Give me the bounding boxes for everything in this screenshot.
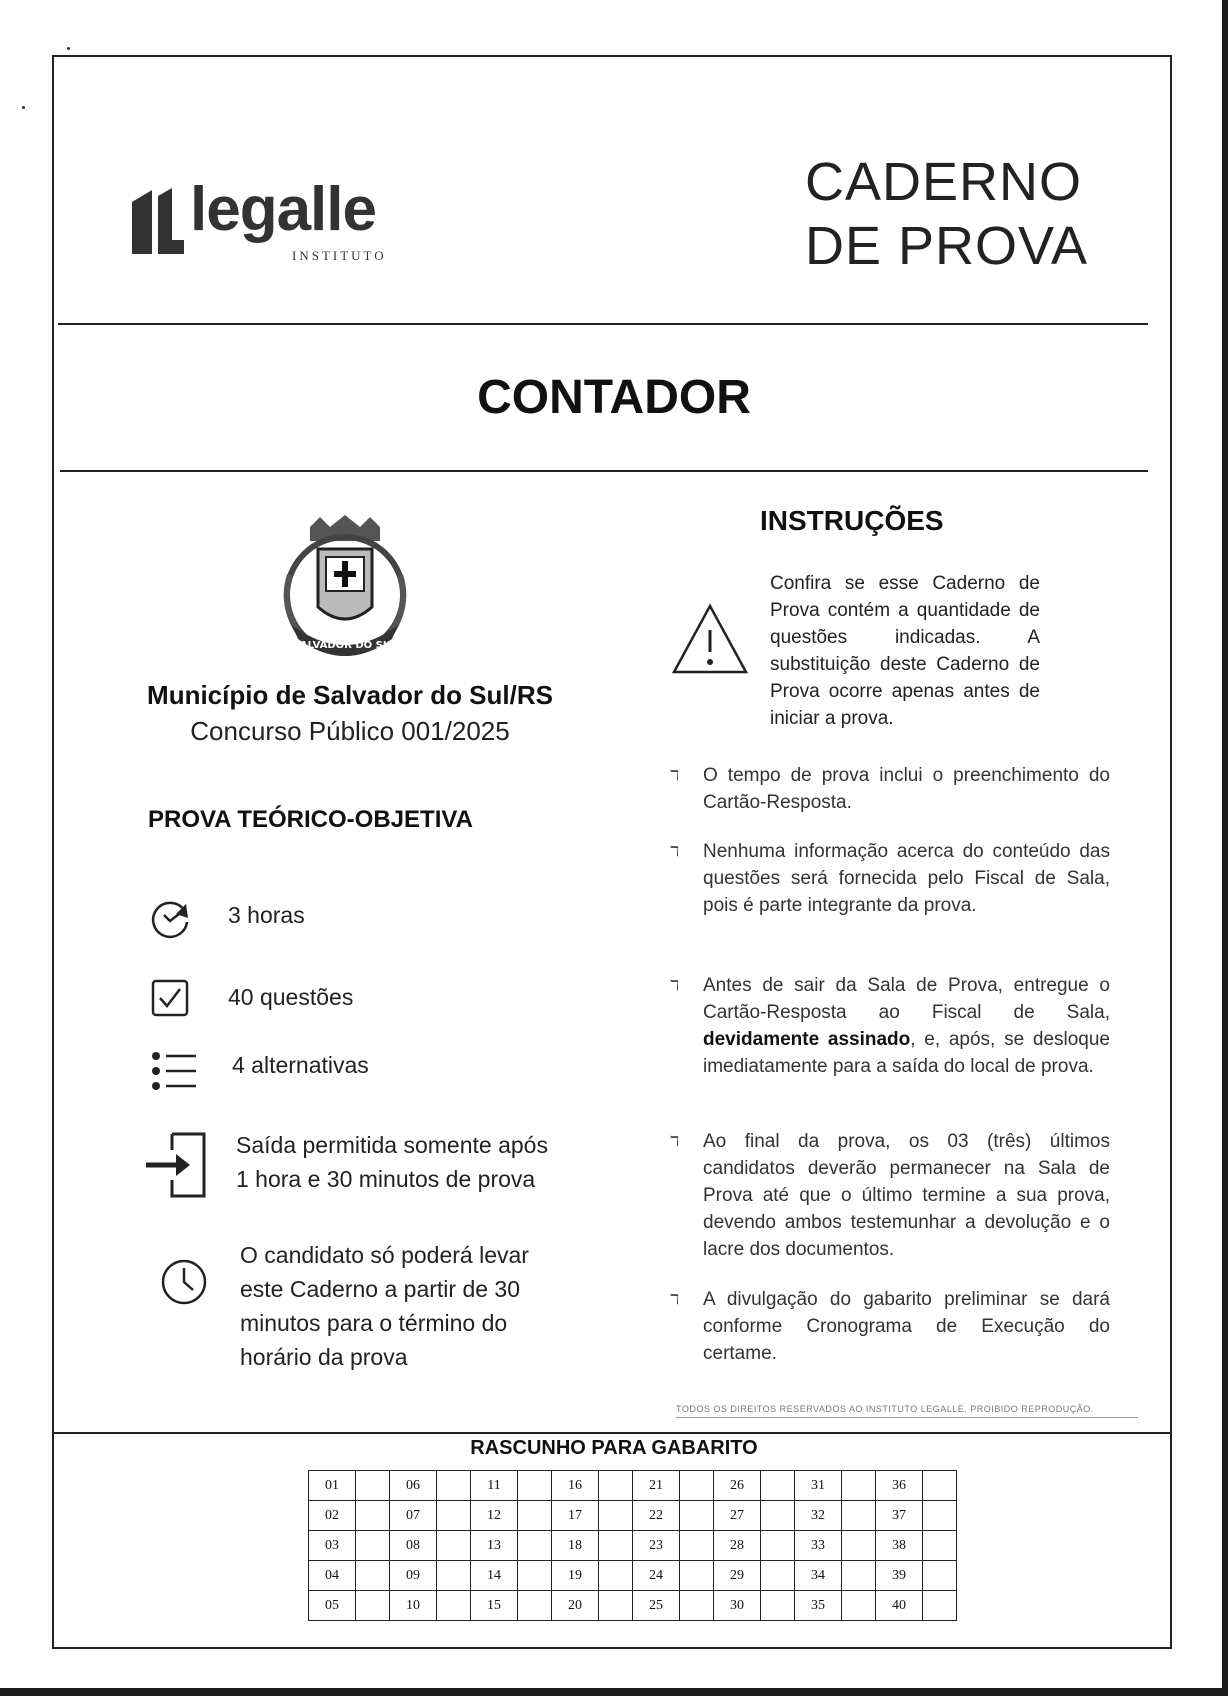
scan-speck (67, 47, 70, 50)
legalle-logo (128, 170, 428, 270)
question-number: 29 (714, 1561, 761, 1591)
answer-cell[interactable] (842, 1561, 876, 1591)
question-number: 40 (876, 1591, 923, 1621)
question-number: 37 (876, 1501, 923, 1531)
question-number: 17 (552, 1501, 599, 1531)
answer-cell[interactable] (680, 1501, 714, 1531)
bullet-icon: ℸ (670, 1291, 680, 1307)
exam-type: PROVA TEÓRICO-OBJETIVA (148, 806, 473, 833)
answer-cell[interactable] (437, 1561, 471, 1591)
coat-of-arms-icon (270, 515, 420, 665)
instruction-item-1 (670, 762, 1110, 816)
answer-cell[interactable] (923, 1531, 957, 1561)
role-title: CONTADOR (477, 371, 751, 424)
question-number: 35 (795, 1591, 842, 1621)
answer-cell[interactable] (761, 1591, 795, 1621)
info-take-line-4: horário da prova (240, 1344, 408, 1370)
question-number: 03 (309, 1531, 356, 1561)
question-number: 15 (471, 1591, 518, 1621)
answer-cell[interactable] (599, 1591, 633, 1621)
question-number: 11 (471, 1471, 518, 1501)
info-questions-text: 40 questões (228, 984, 354, 1010)
answer-cell[interactable] (842, 1471, 876, 1501)
question-number: 05 (309, 1591, 356, 1621)
logo-wordmark: legalle (190, 175, 376, 244)
question-number: 14 (471, 1561, 518, 1591)
clock-arrow-icon (150, 898, 192, 940)
info-exit-line-1: Saída permitida somente após (236, 1132, 548, 1158)
checkbox-icon (150, 978, 192, 1020)
rights-notice: TODOS OS DIREITOS RESERVADOS AO INSTITUTO LEGALLE. PROIBIDO REPRODUÇÃO. (676, 1404, 1094, 1414)
instruction-text-5: A divulgação do gabarito preliminar se dará conforme Cronograma de Execução do certame. (703, 1289, 1110, 1364)
answer-cell[interactable] (842, 1531, 876, 1561)
question-number: 23 (633, 1531, 680, 1561)
list-icon (150, 1050, 198, 1092)
answer-grid (308, 1470, 957, 1621)
question-number: 26 (714, 1471, 761, 1501)
municipality-name: Município de Salvador do Sul/RS (147, 680, 553, 710)
info-take-line-2: este Caderno a partir de 30 (240, 1276, 521, 1302)
answer-cell[interactable] (518, 1561, 552, 1591)
question-number: 34 (795, 1561, 842, 1591)
question-number: 20 (552, 1591, 599, 1621)
answer-cell[interactable] (842, 1591, 876, 1621)
warning-text: Confira se esse Caderno de Prova contém a quantidade de questões indicadas. A substituição deste Caderno de Prova ocorre apenas antes de iniciar a prova. (770, 573, 1040, 729)
info-exit-time (150, 1128, 610, 1200)
question-number: 04 (309, 1561, 356, 1591)
bullet-icon: ℸ (670, 1133, 680, 1149)
info-exit-line-2: 1 hora e 30 minutos de prova (236, 1166, 536, 1192)
question-number: 13 (471, 1531, 518, 1561)
info-duration-text: 3 horas (228, 902, 305, 928)
instruction-item-3 (670, 972, 1110, 1080)
answer-grid-row (309, 1591, 957, 1621)
scan-edge-bottom (0, 1688, 1228, 1696)
answer-cell[interactable] (356, 1561, 390, 1591)
question-number: 07 (390, 1501, 437, 1531)
document-title (805, 150, 1088, 278)
contest-name: Concurso Público 001/2025 (190, 716, 510, 746)
instructions-title: INSTRUÇÕES (760, 505, 944, 536)
answer-cell[interactable] (518, 1501, 552, 1531)
answer-cell[interactable] (680, 1531, 714, 1561)
question-number: 18 (552, 1531, 599, 1561)
divider-title (60, 470, 1148, 472)
question-number: 08 (390, 1531, 437, 1561)
title-line-2: DE PROVA (805, 216, 1089, 276)
info-alternatives-text: 4 alternativas (232, 1052, 369, 1078)
divider-footer (54, 1432, 1172, 1434)
instruction-item-5 (670, 1286, 1110, 1367)
question-number: 16 (552, 1471, 599, 1501)
legalle-logo-icon (128, 182, 188, 262)
answer-cell[interactable] (437, 1591, 471, 1621)
answer-cell[interactable] (356, 1501, 390, 1531)
answer-cell[interactable] (437, 1501, 471, 1531)
answer-cell[interactable] (761, 1561, 795, 1591)
answer-cell[interactable] (437, 1531, 471, 1561)
answer-grid-title: RASCUNHO PARA GABARITO (470, 1437, 758, 1459)
answer-cell[interactable] (680, 1591, 714, 1621)
answer-cell[interactable] (518, 1471, 552, 1501)
instruction-text-2: Nenhuma informação acerca do conteúdo das questões será fornecida pelo Fiscal de Sala, pois é parte integrante da prova. (703, 841, 1110, 916)
answer-cell[interactable] (923, 1591, 957, 1621)
instruction-text-4: Ao final da prova, os 03 (três) últimos candidatos deverão permanecer na Sala de Prova até que o último termine a sua prova, devendo ambos testemunhar a devolução e o lacre dos documentos. (703, 1131, 1110, 1260)
bullet-icon: ℸ (670, 767, 680, 783)
answer-cell[interactable] (761, 1531, 795, 1561)
info-take-line-3: minutos para o término do (240, 1310, 508, 1336)
answer-cell[interactable] (842, 1501, 876, 1531)
answer-cell[interactable] (680, 1561, 714, 1591)
question-number: 32 (795, 1501, 842, 1531)
answer-cell[interactable] (518, 1531, 552, 1561)
question-number: 28 (714, 1531, 761, 1561)
bullet-icon: ℸ (670, 977, 680, 993)
instruction-text-3-end: , e, após, se desloque imediatamente para a saída do local de prova. (703, 1029, 1110, 1077)
question-number: 31 (795, 1471, 842, 1501)
question-number: 39 (876, 1561, 923, 1591)
answer-cell[interactable] (437, 1471, 471, 1501)
info-alternatives (150, 1048, 610, 1090)
answer-cell[interactable] (923, 1561, 957, 1591)
answer-grid-row (309, 1531, 957, 1561)
question-number: 36 (876, 1471, 923, 1501)
info-take-text (240, 1238, 580, 1374)
question-number: 24 (633, 1561, 680, 1591)
answer-cell[interactable] (680, 1471, 714, 1501)
question-number: 01 (309, 1471, 356, 1501)
question-number: 12 (471, 1501, 518, 1531)
question-number: 25 (633, 1591, 680, 1621)
answer-grid-row (309, 1471, 957, 1501)
instruction-item-2 (670, 838, 1110, 919)
question-number: 10 (390, 1591, 437, 1621)
answer-cell[interactable] (923, 1501, 957, 1531)
warning-icon (670, 600, 750, 680)
question-number: 30 (714, 1591, 761, 1621)
question-number: 27 (714, 1501, 761, 1531)
instruction-text-1: O tempo de prova inclui o preenchimento do Cartão-Resposta. (703, 765, 1110, 813)
coat-banner-text: SALVADOR DO SUL (292, 640, 398, 651)
answer-cell[interactable] (599, 1471, 633, 1501)
answer-cell[interactable] (761, 1471, 795, 1501)
answer-cell[interactable] (599, 1561, 633, 1591)
rights-underline (676, 1417, 1138, 1418)
question-number: 06 (390, 1471, 437, 1501)
answer-cell[interactable] (356, 1531, 390, 1561)
instruction-text-3-start: Antes de sair da Sala de Prova, entregue o Cartão-Resposta ao Fiscal de Sala, (703, 975, 1110, 1023)
answer-cell[interactable] (356, 1591, 390, 1621)
title-line-1: CADERNO (805, 152, 1083, 212)
question-number: 33 (795, 1531, 842, 1561)
instruction-item-4 (670, 1128, 1110, 1263)
scan-speck (22, 106, 25, 109)
info-take-line-1: O candidato só poderá levar (240, 1242, 529, 1268)
instruction-text-3 (703, 972, 1110, 1080)
logo-subtitle: INSTITUTO (292, 248, 387, 263)
answer-cell[interactable] (599, 1531, 633, 1561)
answer-cell[interactable] (356, 1471, 390, 1501)
bullet-icon: ℸ (670, 843, 680, 859)
clock-icon (160, 1258, 208, 1306)
question-number: 19 (552, 1561, 599, 1591)
answer-cell[interactable] (518, 1591, 552, 1621)
info-take-booklet (150, 1238, 610, 1378)
question-number: 22 (633, 1501, 680, 1531)
instruction-text-3-bold: devidamente assinado (703, 1029, 911, 1050)
answer-cell[interactable] (923, 1471, 957, 1501)
exit-icon (144, 1130, 208, 1202)
question-number: 38 (876, 1531, 923, 1561)
answer-cell[interactable] (599, 1501, 633, 1531)
answer-cell[interactable] (761, 1501, 795, 1531)
question-number: 02 (309, 1501, 356, 1531)
question-number: 21 (633, 1471, 680, 1501)
answer-grid-row (309, 1561, 957, 1591)
info-duration (150, 898, 610, 938)
answer-grid-row (309, 1501, 957, 1531)
info-questions (150, 978, 610, 1018)
divider-header (58, 323, 1148, 325)
info-exit-text (236, 1128, 548, 1196)
question-number: 09 (390, 1561, 437, 1591)
